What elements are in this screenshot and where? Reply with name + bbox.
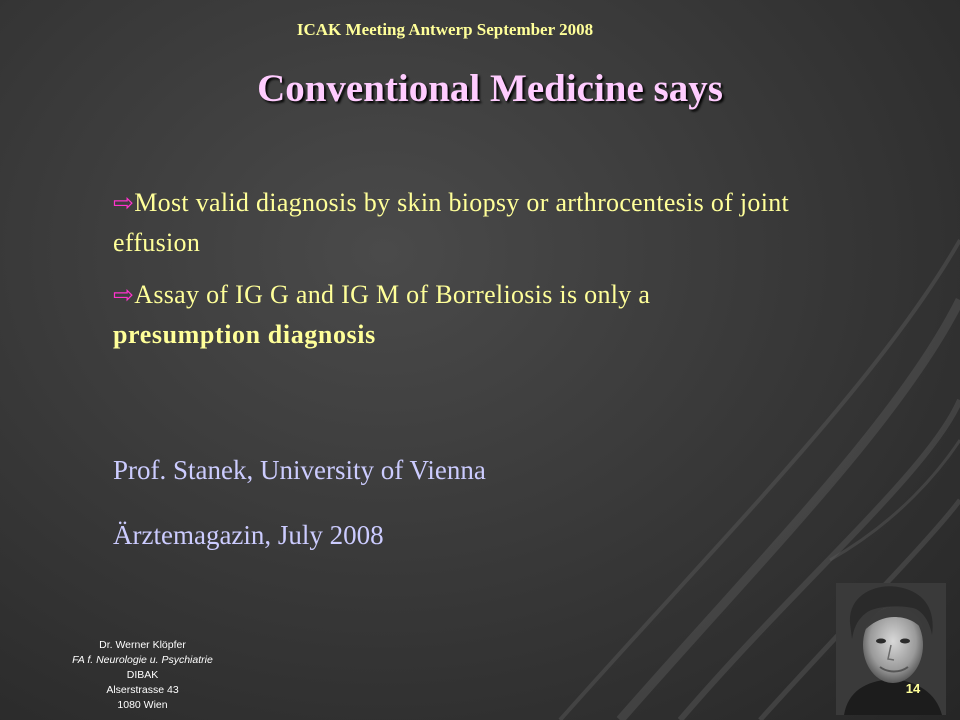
meeting-header: ICAK Meeting Antwerp September 2008 (296, 20, 594, 39)
page-number: 14 (905, 681, 921, 696)
bullet-item (113, 275, 873, 354)
slide-title: Conventional Medicine says (257, 67, 723, 110)
right-arrow-icon: ⇨ (113, 190, 135, 217)
author-street: Alserstrasse 43 (106, 684, 179, 696)
bullet-bold-text: presumption diagnosis (113, 320, 376, 349)
right-arrow-icon: ⇨ (113, 282, 135, 309)
bullet-list (113, 183, 873, 367)
author-name: Dr. Werner Klöpfer (99, 639, 186, 651)
bullet-text: Most valid diagnosis by skin biopsy or arthrocentesis of joint effusion (113, 188, 790, 257)
bullet-item (113, 183, 873, 262)
bullet-text: Assay of IG G and IG M of Borreliosis is only a (134, 280, 651, 309)
author-portrait-photo (836, 583, 946, 715)
author-block (40, 638, 245, 713)
author-specialty: FA f. Neurologie u. Psychiatrie (72, 654, 213, 666)
reference-source: Ärztemagazin, July 2008 (113, 520, 384, 550)
reference-author: Prof. Stanek, University of Vienna (113, 455, 486, 485)
author-org: DIBAK (126, 669, 159, 681)
author-city: 1080 Wien (117, 699, 168, 711)
